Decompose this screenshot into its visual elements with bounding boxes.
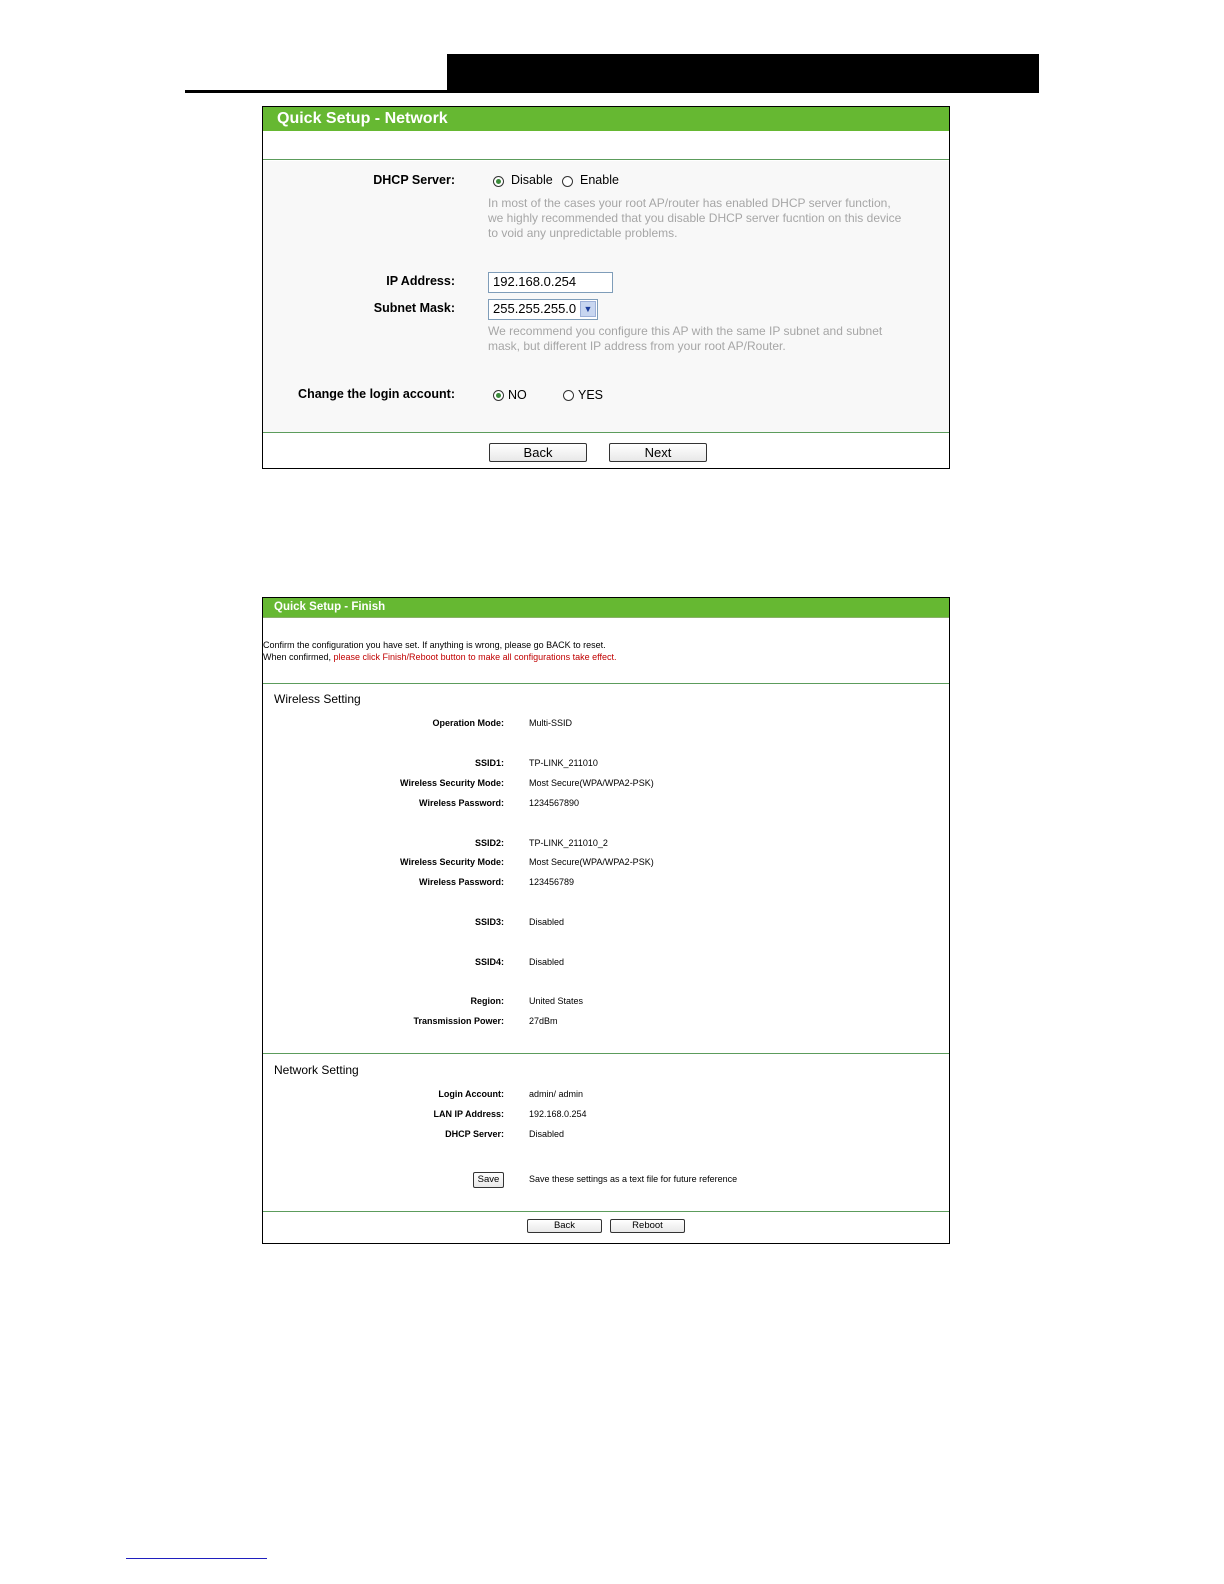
dhcp-disable-radio[interactable] bbox=[493, 176, 504, 187]
login-no-label[interactable]: NO bbox=[508, 388, 527, 402]
divider bbox=[263, 617, 949, 618]
row-label: SSID4: bbox=[474, 957, 504, 967]
row-label: SSID1: bbox=[474, 758, 504, 768]
divider bbox=[263, 1053, 949, 1054]
subnet-mask-select[interactable] bbox=[488, 299, 598, 320]
subnet-hint-line-1: We recommend you configure this AP with the same IP subnet and subnet bbox=[488, 324, 883, 338]
dhcp-disable-label[interactable]: Disable bbox=[511, 173, 553, 187]
confirm-line-2 bbox=[263, 651, 617, 663]
row-value: admin/ admin bbox=[529, 1089, 584, 1099]
row-value: TP-LINK_211010 bbox=[529, 758, 598, 768]
row-value: Multi-SSID bbox=[529, 718, 573, 728]
subnet-mask-value: 255.255.255.0 bbox=[493, 301, 577, 316]
confirm-line-2-highlight: please click Finish/Reboot button to make all configurations take effect. bbox=[333, 652, 617, 662]
confirm-message bbox=[263, 639, 617, 663]
row-label: LAN IP Address: bbox=[433, 1109, 504, 1119]
row-value: Most Secure(WPA/WPA2-PSK) bbox=[529, 778, 654, 788]
dhcp-enable-radio[interactable] bbox=[562, 176, 573, 187]
row-label: Wireless Security Mode: bbox=[400, 857, 504, 867]
dhcp-hint-line-1: In most of the cases your root AP/router has enabled DHCP server function, bbox=[488, 196, 891, 210]
quick-setup-finish-panel bbox=[262, 597, 950, 1244]
back-button[interactable]: Back bbox=[489, 443, 587, 462]
footer-link-underline bbox=[126, 1558, 267, 1559]
login-no-radio[interactable] bbox=[493, 390, 504, 401]
row-value: United States bbox=[529, 996, 584, 1006]
row-label: Wireless Password: bbox=[419, 877, 504, 887]
ip-address-input[interactable]: 192.168.0.254 bbox=[488, 272, 613, 293]
document-header-bar bbox=[447, 54, 1039, 93]
panel-title: Quick Setup - Finish bbox=[263, 598, 949, 617]
subnet-hint-line-2: mask, but different IP address from your root AP/Router. bbox=[488, 339, 786, 353]
row-label: Wireless Security Mode: bbox=[400, 778, 504, 788]
row-label: Login Account: bbox=[438, 1089, 504, 1099]
chevron-down-icon[interactable]: ▼ bbox=[580, 301, 596, 317]
network-setting-heading: Network Setting bbox=[274, 1063, 359, 1077]
row-label: SSID3: bbox=[474, 917, 504, 927]
confirm-line-2-start: When confirmed, bbox=[263, 652, 334, 662]
dhcp-enable-label[interactable]: Enable bbox=[580, 173, 619, 187]
dhcp-server-label: DHCP Server: bbox=[373, 173, 455, 187]
next-button[interactable]: Next bbox=[609, 443, 707, 462]
login-yes-radio[interactable] bbox=[563, 390, 574, 401]
row-value: TP-LINK_211010_2 bbox=[529, 838, 608, 848]
confirm-line-1: Confirm the configuration you have set. If anything is wrong, please go BACK to reset. bbox=[263, 640, 606, 650]
dhcp-hint-line-2: we highly recommended that you disable DHCP server fucntion on this device bbox=[488, 211, 902, 225]
divider bbox=[263, 432, 949, 433]
wireless-setting-heading: Wireless Setting bbox=[274, 692, 361, 706]
back-button[interactable]: Back bbox=[527, 1219, 602, 1233]
row-label: Region: bbox=[470, 996, 504, 1006]
row-value: 1234567890 bbox=[529, 798, 580, 808]
divider bbox=[263, 159, 949, 160]
document-header-rule bbox=[185, 90, 1039, 93]
divider bbox=[263, 683, 949, 684]
row-label: Transmission Power: bbox=[413, 1016, 504, 1026]
row-value: Most Secure(WPA/WPA2-PSK) bbox=[529, 857, 654, 867]
row-value: Disabled bbox=[529, 1129, 565, 1139]
subnet-mask-label: Subnet Mask: bbox=[373, 301, 455, 315]
reboot-button[interactable]: Reboot bbox=[610, 1219, 685, 1233]
row-value: 27dBm bbox=[529, 1016, 558, 1026]
row-label: SSID2: bbox=[474, 838, 504, 848]
quick-setup-network-panel bbox=[262, 106, 950, 469]
login-yes-label[interactable]: YES bbox=[578, 388, 604, 402]
save-hint: Save these settings as a text file for future reference bbox=[529, 1174, 738, 1184]
row-value: Disabled bbox=[529, 917, 565, 927]
change-login-label: Change the login account: bbox=[298, 387, 455, 401]
save-button[interactable]: Save bbox=[473, 1172, 504, 1188]
row-label: Wireless Password: bbox=[419, 798, 504, 808]
row-value: 123456789 bbox=[529, 877, 575, 887]
row-label: DHCP Server: bbox=[445, 1129, 504, 1139]
row-value: Disabled bbox=[529, 957, 565, 967]
row-value: 192.168.0.254 bbox=[529, 1109, 587, 1119]
dhcp-hint-line-3: to void any unpredictable problems. bbox=[488, 226, 678, 240]
panel-title: Quick Setup - Network bbox=[263, 107, 949, 131]
ip-address-label: IP Address: bbox=[386, 274, 455, 288]
divider bbox=[263, 1211, 949, 1212]
row-label: Operation Mode: bbox=[432, 718, 504, 728]
